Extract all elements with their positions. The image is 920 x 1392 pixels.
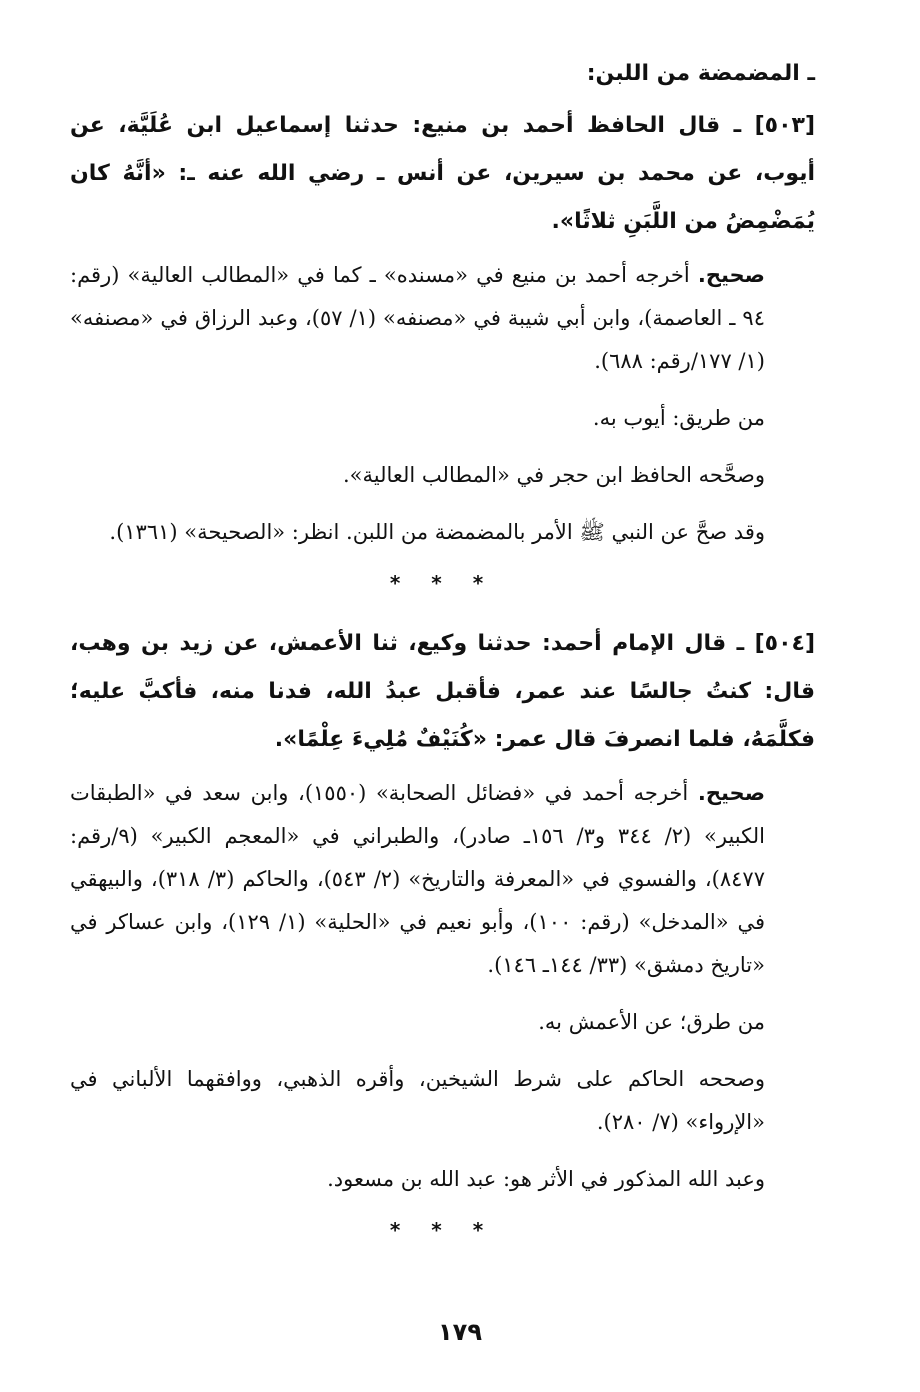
authentication-503: وصحَّحه الحافظ ابن حجر في «المطالب العالية». xyxy=(342,463,765,487)
separator-stars-2: * * * xyxy=(389,1218,496,1242)
grade-504-text: أخرجه أحمد في «فضائل الصحابة» (١٥٥٠)، وابن سعد في «الطبقات الكبير» (٢/ ٣٤٤ و٣/ ١٥٦ـ صادر)، والطبراني في «المعجم الكبير» (٩/رقم: ٨٤٧٧)، والفسوي في «المعرفة والتاريخ» (٢/ ٥٤٣)، والحاكم (٣/ ٣١٨)، والبيهقي في «المدخل» (رقم: ١٠٠)، وأبو نعيم في «الحلية» (١/ ١٢٩)، وابن عساكر في «تاريخ دمشق» (٣٣/ ١٤٤ـ ١٤٦). xyxy=(70,781,765,977)
hadith-503-text: [٥٠٣] ـ قال الحافظ أحمد بن منيع: حدثنا إسماعيل ابن عُلَيَّة، عن أيوب، عن محمد بن سيرين، عن أنس ـ رضي الله عنه ـ: «أنَّهُ كان يُمَضْمِضُ من اللَّبَنِ ثلاثًا». xyxy=(70,113,815,234)
grade-504-lead: صحيح. xyxy=(697,781,765,805)
note-504: وعبد الله المذكور في الأثر هو: عبد الله بن مسعود. xyxy=(327,1167,765,1191)
note-503: وقد صحَّ عن النبي ﷺ الأمر بالمضمضة من اللبن. انظر: «الصحيحة» (١٣٦١). xyxy=(109,520,765,544)
separator-stars-1: * * * xyxy=(389,571,496,595)
grade-503 xyxy=(70,254,815,383)
hadith-504-text: [٥٠٤] ـ قال الإمام أحمد: حدثنا وكيع، ثنا الأعمش، عن زيد بن وهب، قال: كنتُ جالسًا عند عمر، فأقبل عبدُ الله، فدنا منه، فأكبَّ عليه؛ فكلَّمَهُ، فلما انصرفَ قال عمر: «كُنَيْفٌ مُلِيءَ عِلْمًا». xyxy=(70,631,815,752)
route-504: من طرق؛ عن الأعمش به. xyxy=(538,1010,765,1034)
section-heading: ـ المضمضة من اللبن: xyxy=(586,61,815,86)
authentication-504: وصححه الحاكم على شرط الشيخين، وأقره الذهبي، ووافقهما الألباني في «الإرواء» (٧/ ٢٨٠). xyxy=(70,1067,765,1134)
page-body xyxy=(70,52,815,1267)
route-503: من طريق: أيوب به. xyxy=(592,406,765,430)
page-number: ١٧٩ xyxy=(438,1318,482,1346)
grade-504 xyxy=(70,772,815,987)
grade-503-text: أخرجه أحمد بن منيع في «مسنده» ـ كما في «المطالب العالية» (رقم: ٩٤ ـ العاصمة)، وابن أبي شيبة في «مصنفه» (١/ ٥٧)، وعبد الرزاق في «مصنفه» (١/ ١٧٧/رقم: ٦٨٨). xyxy=(70,263,765,373)
grade-503-lead: صحيح. xyxy=(697,263,765,287)
